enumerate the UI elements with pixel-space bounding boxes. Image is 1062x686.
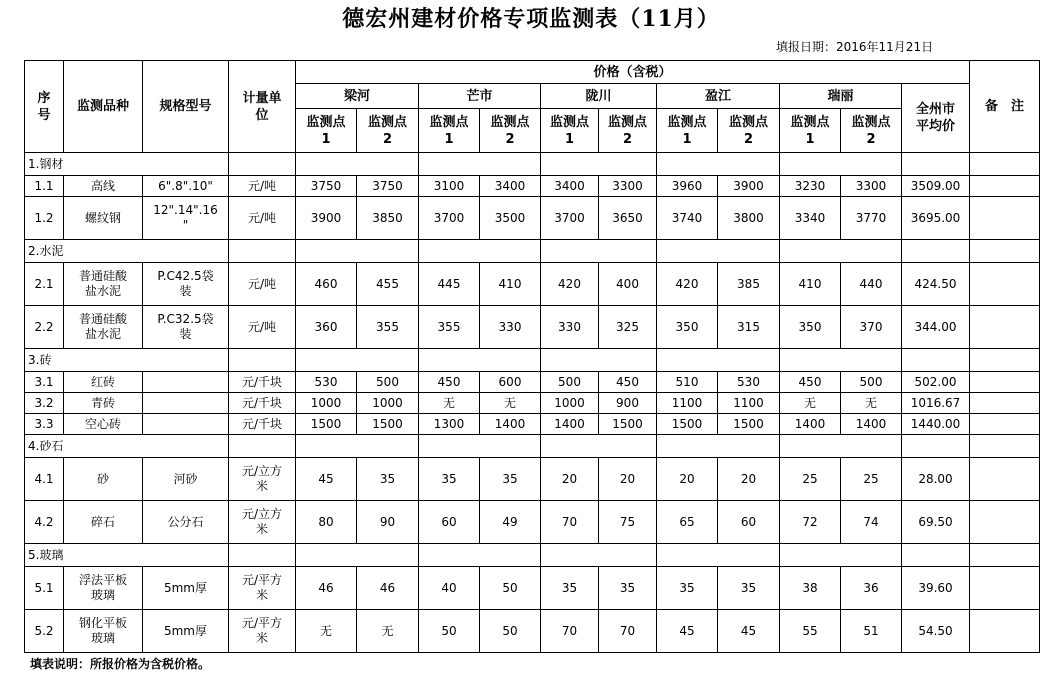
- item-spec: [143, 393, 229, 414]
- table-row: [25, 197, 1040, 240]
- price-cell: 315: [718, 306, 780, 349]
- price-cell: 460: [296, 263, 357, 306]
- item-unit: 元/吨: [229, 197, 296, 240]
- price-cell: 25: [841, 458, 902, 501]
- price-cell: 36: [841, 567, 902, 610]
- price-cell: 1500: [718, 414, 780, 435]
- item-unit: 元/平方 米: [229, 610, 296, 653]
- avg-cell: [902, 153, 970, 176]
- price-cell: 450: [599, 372, 657, 393]
- price-cell: 1400: [841, 414, 902, 435]
- price-cell: 350: [657, 306, 718, 349]
- header-point: 监测点 2: [480, 109, 541, 153]
- table-row: [25, 610, 1040, 653]
- section-row: [25, 240, 1040, 263]
- price-cell: 74: [841, 501, 902, 544]
- empty-cell: [541, 240, 657, 263]
- empty-cell: [296, 240, 419, 263]
- remark-cell: [970, 501, 1040, 544]
- item-spec: 公分石: [143, 501, 229, 544]
- header-point: 监测点 1: [296, 109, 357, 153]
- row-number: 2.1: [25, 263, 64, 306]
- price-cell: 900: [599, 393, 657, 414]
- section-title: 2.水泥: [25, 240, 229, 263]
- price-cell: 72: [780, 501, 841, 544]
- item-name: 高线: [64, 176, 143, 197]
- item-unit: 元/立方 米: [229, 501, 296, 544]
- table-row: [25, 306, 1040, 349]
- price-cell: 600: [480, 372, 541, 393]
- price-table: [24, 60, 1040, 653]
- price-cell: 1500: [657, 414, 718, 435]
- item-spec: 5mm厚: [143, 610, 229, 653]
- section-row: [25, 544, 1040, 567]
- price-cell: 51: [841, 610, 902, 653]
- price-cell: 3500: [480, 197, 541, 240]
- remark-cell: [970, 458, 1040, 501]
- price-cell: 1400: [541, 414, 599, 435]
- item-spec: [143, 414, 229, 435]
- header-point: 监测点 1: [419, 109, 480, 153]
- price-cell: 20: [718, 458, 780, 501]
- price-cell: 3750: [357, 176, 419, 197]
- price-cell: 330: [480, 306, 541, 349]
- row-number: 5.1: [25, 567, 64, 610]
- header-point: 监测点 1: [657, 109, 718, 153]
- price-cell: 385: [718, 263, 780, 306]
- avg-price: 502.00: [902, 372, 970, 393]
- item-name: 空心砖: [64, 414, 143, 435]
- price-cell: 3740: [657, 197, 718, 240]
- price-cell: 1300: [419, 414, 480, 435]
- price-cell: 38: [780, 567, 841, 610]
- unit-cell: [229, 153, 296, 176]
- remark-cell: [970, 414, 1040, 435]
- avg-price: 54.50: [902, 610, 970, 653]
- unit-cell: [229, 349, 296, 372]
- price-cell: 455: [357, 263, 419, 306]
- remark-cell: [970, 567, 1040, 610]
- price-cell: 35: [357, 458, 419, 501]
- item-name: 钢化平板 玻璃: [64, 610, 143, 653]
- price-cell: 无: [357, 610, 419, 653]
- price-cell: 3400: [480, 176, 541, 197]
- price-cell: 46: [296, 567, 357, 610]
- table-row: [25, 501, 1040, 544]
- price-cell: 1100: [657, 393, 718, 414]
- price-cell: 530: [718, 372, 780, 393]
- price-cell: 1500: [357, 414, 419, 435]
- item-name: 红砖: [64, 372, 143, 393]
- row-number: 1.1: [25, 176, 64, 197]
- item-spec: 6".8".10": [143, 176, 229, 197]
- item-spec: [143, 372, 229, 393]
- price-cell: 20: [657, 458, 718, 501]
- header-region: 梁河: [296, 84, 419, 109]
- remark-cell: [970, 393, 1040, 414]
- price-cell: 50: [480, 610, 541, 653]
- avg-cell: [902, 435, 970, 458]
- price-cell: 65: [657, 501, 718, 544]
- section-row: [25, 153, 1040, 176]
- header-item: 监测品种: [64, 61, 143, 153]
- price-cell: 410: [480, 263, 541, 306]
- price-cell: 1000: [541, 393, 599, 414]
- price-cell: 45: [296, 458, 357, 501]
- price-cell: 440: [841, 263, 902, 306]
- item-spec: 河砂: [143, 458, 229, 501]
- remark-cell: [970, 176, 1040, 197]
- remark-cell: [970, 153, 1040, 176]
- remark-cell: [970, 240, 1040, 263]
- price-cell: 3300: [841, 176, 902, 197]
- unit-cell: [229, 544, 296, 567]
- empty-cell: [541, 435, 657, 458]
- section-title: 4.砂石: [25, 435, 229, 458]
- item-name: 砂: [64, 458, 143, 501]
- avg-cell: [902, 349, 970, 372]
- empty-cell: [780, 435, 902, 458]
- section-title: 3.砖: [25, 349, 229, 372]
- item-name: 普通硅酸 盐水泥: [64, 306, 143, 349]
- table-row: [25, 414, 1040, 435]
- price-cell: 530: [296, 372, 357, 393]
- table-row: [25, 372, 1040, 393]
- empty-cell: [780, 153, 902, 176]
- header-region: 盈江: [657, 84, 780, 109]
- price-cell: 90: [357, 501, 419, 544]
- price-cell: 350: [780, 306, 841, 349]
- item-unit: 元/吨: [229, 306, 296, 349]
- item-unit: 元/立方 米: [229, 458, 296, 501]
- price-cell: 35: [718, 567, 780, 610]
- table-row: [25, 176, 1040, 197]
- header-point: 监测点 2: [841, 109, 902, 153]
- price-cell: 无: [419, 393, 480, 414]
- header-unit: 计量单 位: [229, 61, 296, 153]
- item-unit: 元/千块: [229, 372, 296, 393]
- footnote: 填表说明：所报价格为含税价格。: [30, 657, 211, 671]
- avg-price: 3695.00: [902, 197, 970, 240]
- header-price: 价格（含税）: [296, 61, 970, 84]
- item-unit: 元/千块: [229, 393, 296, 414]
- avg-price: 424.50: [902, 263, 970, 306]
- item-unit: 元/吨: [229, 176, 296, 197]
- section-title: 5.玻璃: [25, 544, 229, 567]
- price-cell: 无: [480, 393, 541, 414]
- row-number: 3.1: [25, 372, 64, 393]
- item-unit: 元/千块: [229, 414, 296, 435]
- price-cell: 70: [541, 610, 599, 653]
- header-point: 监测点 1: [780, 109, 841, 153]
- empty-cell: [780, 349, 902, 372]
- empty-cell: [657, 435, 780, 458]
- price-cell: 410: [780, 263, 841, 306]
- item-name: 普通硅酸 盐水泥: [64, 263, 143, 306]
- price-cell: 1000: [357, 393, 419, 414]
- price-cell: 55: [780, 610, 841, 653]
- price-cell: 25: [780, 458, 841, 501]
- table-row: [25, 393, 1040, 414]
- item-unit: 元/吨: [229, 263, 296, 306]
- price-cell: 50: [419, 610, 480, 653]
- header-region: 瑞丽: [780, 84, 902, 109]
- header-point: 监测点 2: [718, 109, 780, 153]
- empty-cell: [780, 544, 902, 567]
- item-spec: P.C32.5袋 装: [143, 306, 229, 349]
- item-spec: 5mm厚: [143, 567, 229, 610]
- empty-cell: [657, 544, 780, 567]
- price-cell: 35: [541, 567, 599, 610]
- empty-cell: [419, 435, 541, 458]
- price-cell: 355: [419, 306, 480, 349]
- remark-cell: [970, 372, 1040, 393]
- price-cell: 3400: [541, 176, 599, 197]
- empty-cell: [657, 153, 780, 176]
- price-cell: 450: [419, 372, 480, 393]
- price-cell: 3960: [657, 176, 718, 197]
- section-row: [25, 435, 1040, 458]
- empty-cell: [541, 349, 657, 372]
- section-row: [25, 349, 1040, 372]
- table-row: [25, 458, 1040, 501]
- price-cell: 1500: [599, 414, 657, 435]
- price-cell: 400: [599, 263, 657, 306]
- price-cell: 35: [657, 567, 718, 610]
- remark-cell: [970, 306, 1040, 349]
- price-cell: 3900: [718, 176, 780, 197]
- price-cell: 370: [841, 306, 902, 349]
- price-cell: 3650: [599, 197, 657, 240]
- header-point: 监测点 2: [357, 109, 419, 153]
- price-cell: 3770: [841, 197, 902, 240]
- empty-cell: [296, 544, 419, 567]
- remark-cell: [970, 544, 1040, 567]
- avg-price: 69.50: [902, 501, 970, 544]
- price-cell: 3850: [357, 197, 419, 240]
- remark-cell: [970, 349, 1040, 372]
- header-point: 监测点 2: [599, 109, 657, 153]
- price-cell: 450: [780, 372, 841, 393]
- price-cell: 3300: [599, 176, 657, 197]
- price-cell: 3100: [419, 176, 480, 197]
- empty-cell: [296, 153, 419, 176]
- row-number: 4.2: [25, 501, 64, 544]
- row-number: 5.2: [25, 610, 64, 653]
- row-number: 3.2: [25, 393, 64, 414]
- header-region: 芒市: [419, 84, 541, 109]
- price-cell: 500: [541, 372, 599, 393]
- price-cell: 40: [419, 567, 480, 610]
- price-cell: 35: [419, 458, 480, 501]
- price-cell: 1500: [296, 414, 357, 435]
- fill-date: 填报日期：2016年11月21日: [776, 40, 934, 54]
- price-cell: 无: [780, 393, 841, 414]
- avg-price: 39.60: [902, 567, 970, 610]
- empty-cell: [657, 349, 780, 372]
- row-number: 4.1: [25, 458, 64, 501]
- header-point: 监测点 1: [541, 109, 599, 153]
- price-cell: 35: [480, 458, 541, 501]
- remark-cell: [970, 263, 1040, 306]
- price-cell: 1000: [296, 393, 357, 414]
- table-body: [25, 61, 1040, 653]
- price-cell: 49: [480, 501, 541, 544]
- row-number: 3.3: [25, 414, 64, 435]
- price-cell: 无: [296, 610, 357, 653]
- price-cell: 3700: [419, 197, 480, 240]
- row-number: 1.2: [25, 197, 64, 240]
- avg-price: 28.00: [902, 458, 970, 501]
- price-cell: 500: [357, 372, 419, 393]
- price-cell: 50: [480, 567, 541, 610]
- item-name: 青砖: [64, 393, 143, 414]
- price-cell: 510: [657, 372, 718, 393]
- empty-cell: [419, 544, 541, 567]
- price-cell: 45: [657, 610, 718, 653]
- item-name: 碎石: [64, 501, 143, 544]
- avg-cell: [902, 240, 970, 263]
- price-cell: 46: [357, 567, 419, 610]
- item-name: 螺纹钢: [64, 197, 143, 240]
- price-cell: 45: [718, 610, 780, 653]
- item-spec: 12".14".16 ": [143, 197, 229, 240]
- row-number: 2.2: [25, 306, 64, 349]
- price-cell: 60: [419, 501, 480, 544]
- avg-cell: [902, 544, 970, 567]
- price-cell: 1100: [718, 393, 780, 414]
- empty-cell: [541, 544, 657, 567]
- remark-cell: [970, 610, 1040, 653]
- price-cell: 420: [657, 263, 718, 306]
- empty-cell: [419, 153, 541, 176]
- price-cell: 3230: [780, 176, 841, 197]
- price-cell: 20: [599, 458, 657, 501]
- empty-cell: [296, 435, 419, 458]
- price-cell: 3700: [541, 197, 599, 240]
- empty-cell: [419, 240, 541, 263]
- price-cell: 500: [841, 372, 902, 393]
- price-cell: 330: [541, 306, 599, 349]
- header-remark: 备 注: [970, 61, 1040, 153]
- unit-cell: [229, 240, 296, 263]
- item-unit: 元/平方 米: [229, 567, 296, 610]
- empty-cell: [296, 349, 419, 372]
- item-name: 浮法平板 玻璃: [64, 567, 143, 610]
- price-cell: 80: [296, 501, 357, 544]
- remark-cell: [970, 197, 1040, 240]
- table-row: [25, 263, 1040, 306]
- empty-cell: [419, 349, 541, 372]
- page-title: 德宏州建材价格专项监测表（11月）: [342, 6, 720, 32]
- price-cell: 420: [541, 263, 599, 306]
- remark-cell: [970, 435, 1040, 458]
- price-cell: 1400: [780, 414, 841, 435]
- header-spec: 规格型号: [143, 61, 229, 153]
- price-cell: 3750: [296, 176, 357, 197]
- item-spec: P.C42.5袋 装: [143, 263, 229, 306]
- price-cell: 35: [599, 567, 657, 610]
- price-cell: 3900: [296, 197, 357, 240]
- price-cell: 360: [296, 306, 357, 349]
- header-region: 陇川: [541, 84, 657, 109]
- price-cell: 70: [599, 610, 657, 653]
- price-cell: 60: [718, 501, 780, 544]
- price-cell: 3800: [718, 197, 780, 240]
- price-cell: 无: [841, 393, 902, 414]
- price-cell: 445: [419, 263, 480, 306]
- price-cell: 1400: [480, 414, 541, 435]
- avg-price: 1440.00: [902, 414, 970, 435]
- avg-price: 344.00: [902, 306, 970, 349]
- empty-cell: [541, 153, 657, 176]
- price-cell: 3340: [780, 197, 841, 240]
- price-cell: 75: [599, 501, 657, 544]
- price-cell: 70: [541, 501, 599, 544]
- header-seq: 序 号: [25, 61, 64, 153]
- empty-cell: [780, 240, 902, 263]
- table-row: [25, 567, 1040, 610]
- price-cell: 325: [599, 306, 657, 349]
- avg-price: 3509.00: [902, 176, 970, 197]
- avg-price: 1016.67: [902, 393, 970, 414]
- empty-cell: [657, 240, 780, 263]
- price-cell: 355: [357, 306, 419, 349]
- unit-cell: [229, 435, 296, 458]
- price-cell: 20: [541, 458, 599, 501]
- section-title: 1.钢材: [25, 153, 229, 176]
- header-avg: 全州市 平均价: [902, 84, 970, 153]
